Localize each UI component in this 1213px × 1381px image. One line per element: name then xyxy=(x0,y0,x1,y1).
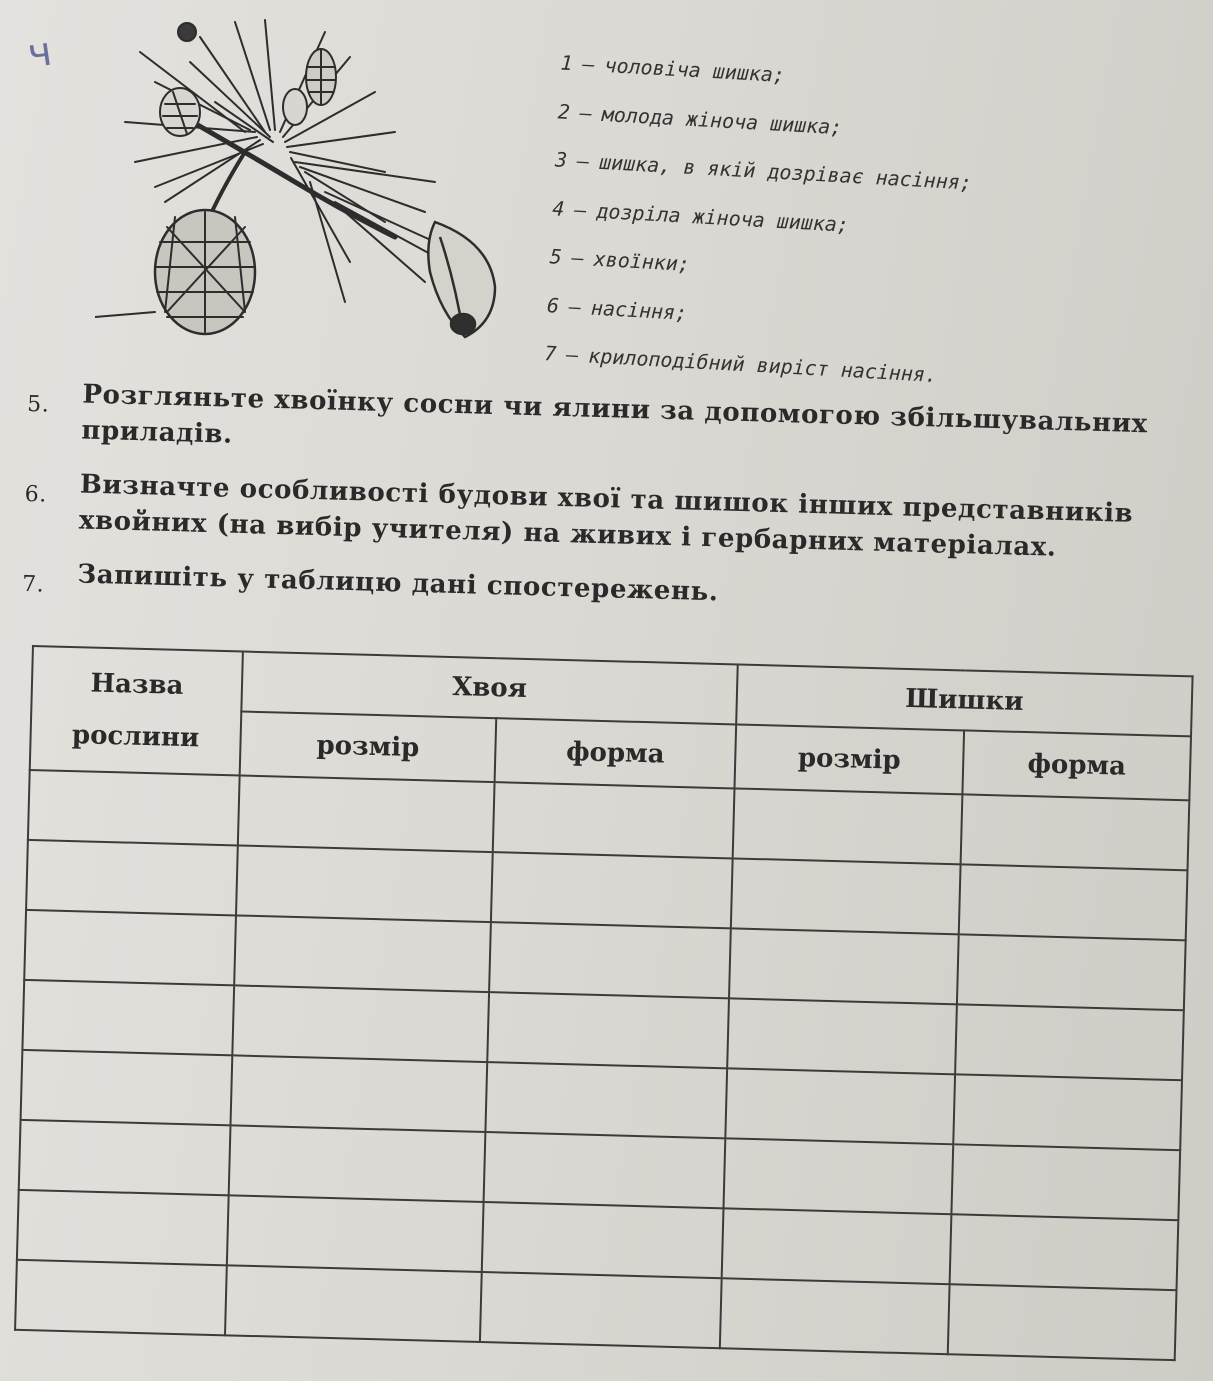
table-cell[interactable] xyxy=(961,794,1190,870)
table-cell[interactable] xyxy=(484,1132,726,1208)
pine-branch-illustration xyxy=(95,12,515,362)
table-cell[interactable] xyxy=(229,1125,486,1202)
legend-item: 2 — молода жіноча шишка; xyxy=(557,98,844,139)
header-needle-shape: форма xyxy=(495,718,737,788)
task-list xyxy=(21,375,1187,641)
legend-item: 6 — насіння; xyxy=(546,292,688,325)
header-cone-shape: форма xyxy=(962,730,1191,800)
observation-table xyxy=(14,645,1194,1361)
table-cell[interactable] xyxy=(957,934,1186,1010)
table-cell[interactable] xyxy=(28,770,240,845)
task-number: 5. xyxy=(26,391,50,418)
table-cell[interactable] xyxy=(727,998,957,1074)
table-body xyxy=(15,770,1189,1360)
legend-item: 4 — дозріла жіноча шишка; xyxy=(551,195,850,237)
table-cell[interactable] xyxy=(487,992,729,1068)
table-cell[interactable] xyxy=(24,910,236,985)
table-cell[interactable] xyxy=(725,1068,955,1144)
table-cell[interactable] xyxy=(234,915,491,992)
header-needle-size: розмір xyxy=(240,712,497,783)
handwritten-mark: ч xyxy=(24,28,55,78)
table-cell[interactable] xyxy=(480,1272,722,1348)
table-cell[interactable] xyxy=(731,858,961,934)
header-needles: Хвоя xyxy=(241,652,737,725)
task-text: Розгляньте хвоїнку сосни чи ялини за допомогою збільшувальних приладів. xyxy=(81,379,1149,450)
table-cell[interactable] xyxy=(729,928,959,1004)
table-cell[interactable] xyxy=(236,845,493,922)
table-cell[interactable] xyxy=(489,922,731,998)
table-cell[interactable] xyxy=(950,1214,1179,1290)
task-number: 6. xyxy=(24,481,48,508)
table-cell[interactable] xyxy=(238,775,495,852)
table-cell[interactable] xyxy=(491,852,733,928)
task-item xyxy=(23,465,1185,569)
table-cell[interactable] xyxy=(232,985,489,1062)
table-cell[interactable] xyxy=(951,1144,1180,1220)
table-cell[interactable] xyxy=(22,980,234,1055)
table-cell[interactable] xyxy=(733,788,963,864)
legend-item: 1 — чоловіча шишка; xyxy=(559,50,786,88)
task-text: Запишіть у таблицю дані спостережень. xyxy=(77,559,719,608)
table-cell[interactable] xyxy=(493,782,735,858)
table-cell[interactable] xyxy=(21,1050,233,1125)
table-cell[interactable] xyxy=(17,1190,229,1265)
legend-item: 5 — хвоїнки; xyxy=(549,244,691,277)
table-cell[interactable] xyxy=(26,840,238,915)
legend-item: 7 — крилоподібний виріст насіння. xyxy=(543,341,938,388)
table-cell[interactable] xyxy=(724,1138,954,1214)
header-cone-size: розмір xyxy=(735,724,965,794)
table-cell[interactable] xyxy=(19,1120,231,1195)
table-cell[interactable] xyxy=(953,1074,1182,1150)
table-cell[interactable] xyxy=(955,1004,1184,1080)
table-cell[interactable] xyxy=(722,1208,952,1284)
table-cell[interactable] xyxy=(485,1062,727,1138)
task-text: Визначте особливості будови хвої та шишок інших представників хвойних (на вибір учителя) на живих і гербарних матеріалах. xyxy=(78,469,1134,563)
table-cell[interactable] xyxy=(959,864,1188,940)
header-cones: Шишки xyxy=(736,664,1192,736)
table-cell[interactable] xyxy=(948,1284,1177,1360)
legend-item: 3 — шишка, в якій дозріває насіння; xyxy=(554,147,973,195)
task-item xyxy=(22,555,1183,623)
table-cell[interactable] xyxy=(482,1202,724,1278)
table-cell[interactable] xyxy=(227,1195,484,1272)
observation-table-wrapper xyxy=(14,645,1192,1361)
figure-legend xyxy=(533,38,1111,408)
table-cell[interactable] xyxy=(720,1278,950,1354)
table-cell[interactable] xyxy=(225,1265,482,1342)
task-number: 7. xyxy=(21,571,45,598)
table-cell[interactable] xyxy=(230,1055,487,1132)
table-cell[interactable] xyxy=(15,1260,227,1335)
header-plant-name: Назва рослини xyxy=(30,646,243,775)
pine-seed-illustration xyxy=(428,222,495,337)
